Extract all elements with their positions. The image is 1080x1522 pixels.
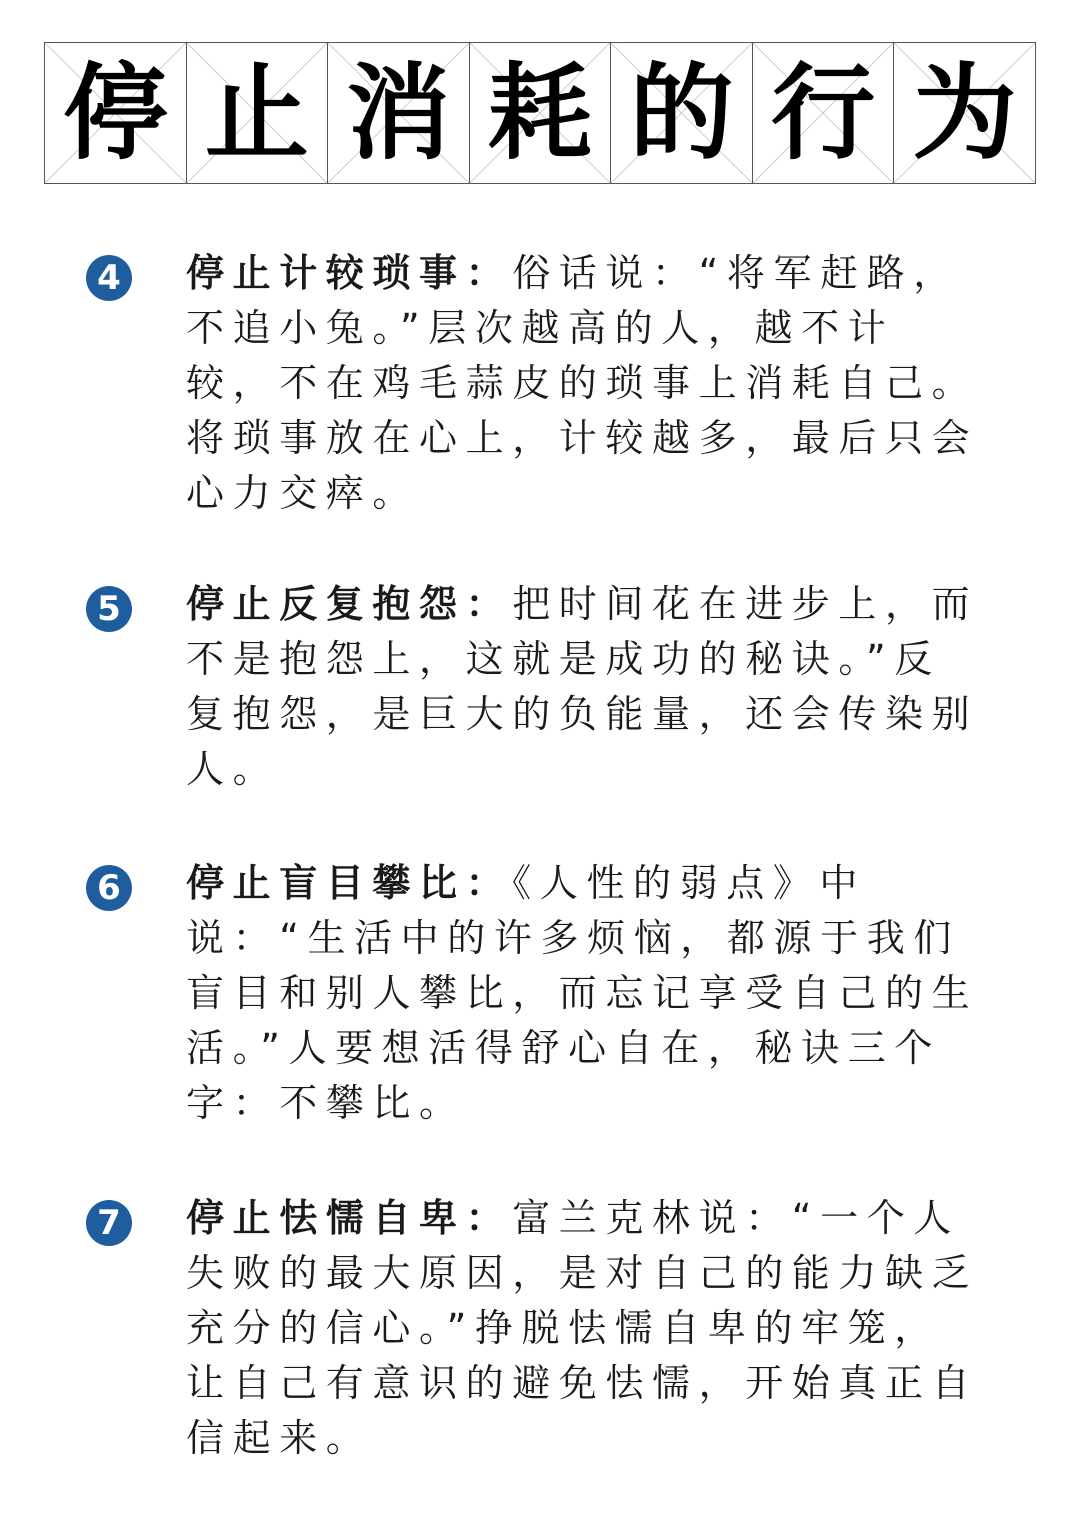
title-char: 止: [204, 52, 309, 174]
title-char: 耗: [488, 52, 593, 174]
list-item: [86, 1191, 986, 1466]
number-badge: 7: [86, 1200, 132, 1246]
list-item: [86, 246, 986, 521]
number-badge: 6: [86, 865, 132, 911]
title-cell: [45, 43, 187, 183]
item-body: 把时间花在进步上，而不是抱怨上，这就是成功的秘诀。”反复抱怨，是巨大的负能量，还会传染别人。: [186, 582, 979, 791]
title-cell: [470, 43, 612, 183]
title-char: 行: [771, 52, 876, 174]
title-char: 的: [629, 52, 734, 174]
item-heading: 停止怯懦自卑：: [186, 1196, 513, 1240]
title-cell: [753, 43, 895, 183]
number-badge: 5: [86, 586, 132, 632]
item-text: [186, 1191, 986, 1466]
title-cell: [611, 43, 753, 183]
title-cell: [894, 43, 1035, 183]
item-text: [186, 246, 986, 521]
item-text: [186, 856, 986, 1131]
item-heading: 停止计较琐事：: [186, 251, 513, 295]
tips-list: [86, 246, 986, 1522]
item-heading: 停止盲目攀比：: [186, 861, 513, 905]
list-item: [86, 577, 986, 797]
list-item: [86, 856, 986, 1131]
item-body: 《人性的弱点》中说：“生活中的许多烦恼，都源于我们盲目和别人攀比，而忘记享受自己的生活。”人要想活得舒心自在，秘诀三个字：不攀比。: [186, 861, 979, 1125]
title-char: 消: [346, 52, 451, 174]
title-char: 停: [63, 52, 168, 174]
title-grid: [44, 42, 1036, 184]
number-badge: 4: [86, 255, 132, 301]
title-cell: [328, 43, 470, 183]
item-body: 俗话说：“将军赶路，不追小兔。”层次越高的人，越不计较，不在鸡毛蒜皮的琐事上消耗自己。将琐事放在心上，计较越多，最后只会心力交瘁。: [186, 251, 979, 515]
item-text: [186, 577, 986, 797]
title-char: 为: [912, 52, 1017, 174]
title-cell: [187, 43, 329, 183]
item-body: 富兰克林说：“一个人失败的最大原因，是对自己的能力缺乏充分的信心。”挣脱怯懦自卑的牢笼，让自己有意识的避免怯懦，开始真正自信起来。: [186, 1196, 979, 1460]
item-heading: 停止反复抱怨：: [186, 582, 513, 626]
